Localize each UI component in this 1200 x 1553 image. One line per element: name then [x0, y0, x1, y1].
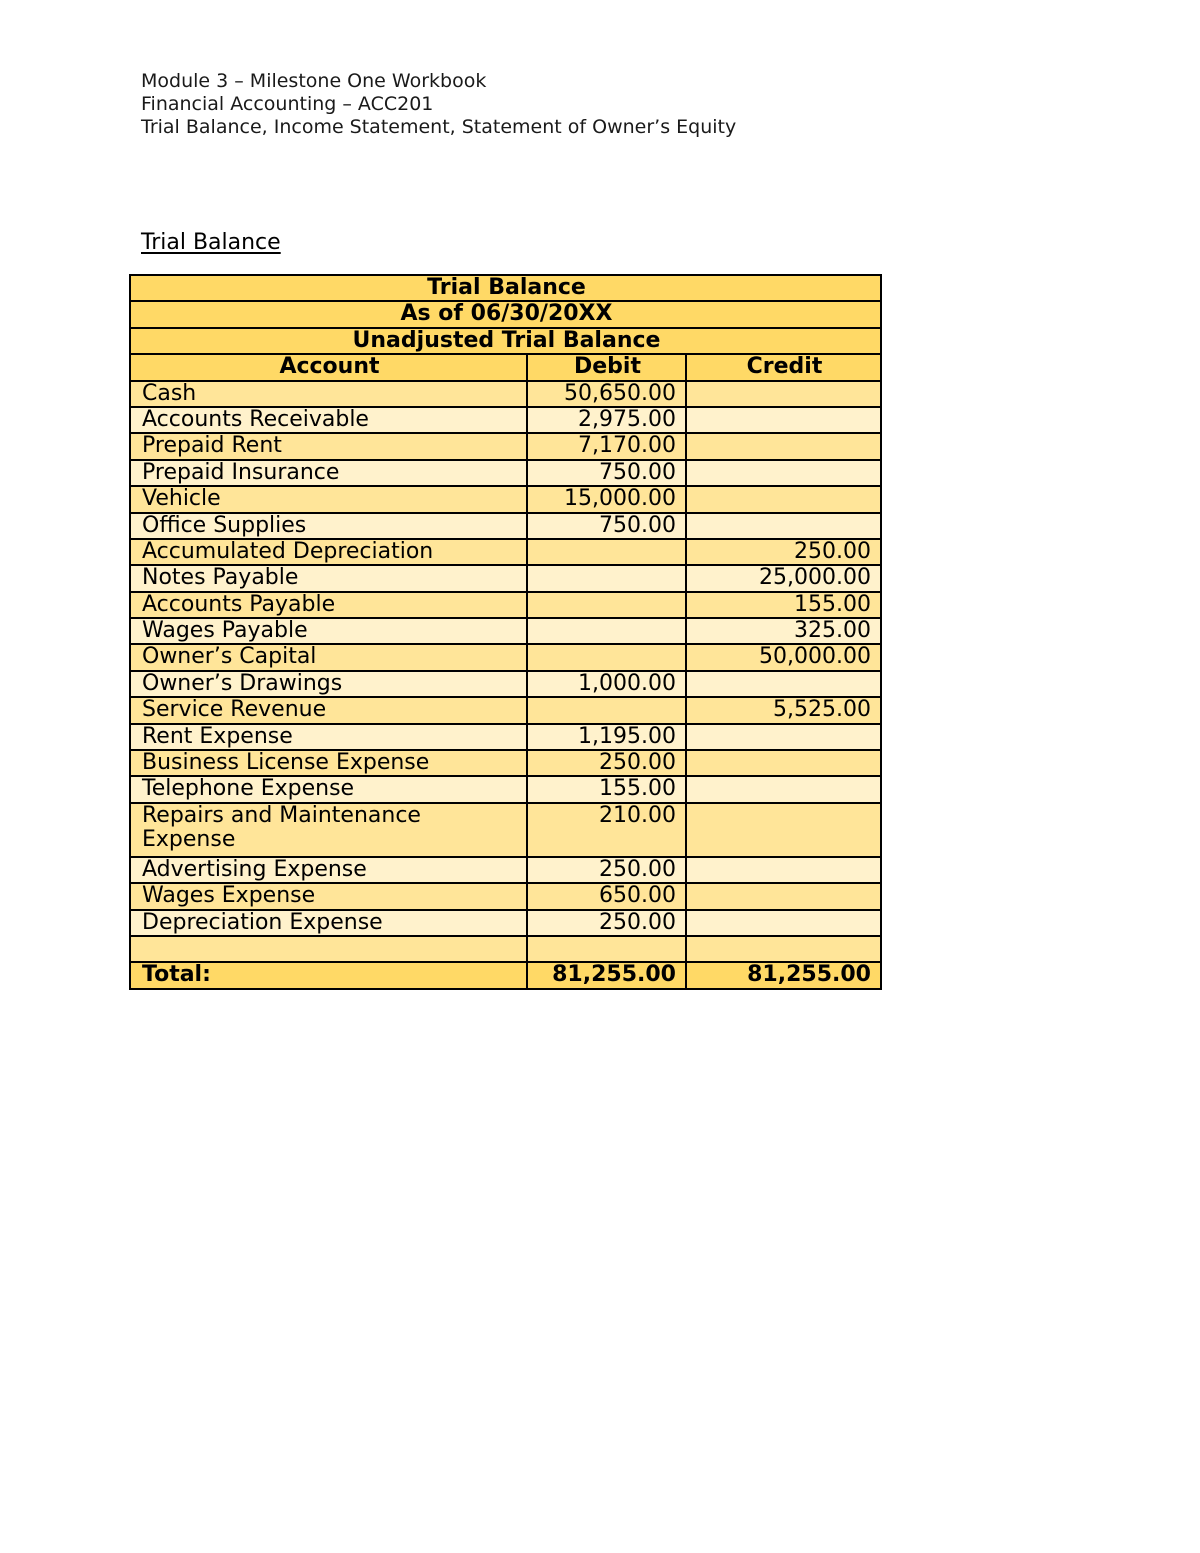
- table-row: [130, 803, 881, 857]
- account-name-cell: Owner’s Drawings: [130, 671, 527, 697]
- account-name-cell: Repairs and Maintenance Expense: [130, 803, 527, 857]
- account-name-cell: Telephone Expense: [130, 776, 527, 802]
- total-credit: 81,255.00: [686, 962, 881, 988]
- credit-amount-cell: 5,525.00: [686, 697, 881, 723]
- header-course-line: Financial Accounting – ACC201: [141, 93, 434, 115]
- trial-balance-table: [129, 274, 882, 990]
- table-subtitle: Unadjusted Trial Balance: [130, 328, 881, 354]
- table-row: [130, 857, 881, 883]
- debit-amount-cell: 250.00: [527, 857, 686, 883]
- credit-amount-cell: [686, 486, 881, 512]
- table-row: [130, 407, 881, 433]
- account-name-cell: Accounts Payable: [130, 592, 527, 618]
- credit-amount-cell: [686, 776, 881, 802]
- table-row: [130, 539, 881, 565]
- credit-amount-cell: [686, 936, 881, 962]
- account-name-cell: Business License Expense: [130, 750, 527, 776]
- account-name-cell: Accounts Receivable: [130, 407, 527, 433]
- account-name-cell: Prepaid Insurance: [130, 460, 527, 486]
- account-name-cell: Office Supplies: [130, 513, 527, 539]
- credit-amount-cell: [686, 433, 881, 459]
- debit-amount-cell: [527, 539, 686, 565]
- debit-amount-cell: [527, 936, 686, 962]
- table-as-of-date: As of 06/30/20XX: [130, 301, 881, 327]
- table-row: [130, 776, 881, 802]
- debit-amount-cell: 650.00: [527, 883, 686, 909]
- account-name-cell: Accumulated Depreciation: [130, 539, 527, 565]
- header-topics-line: Trial Balance, Income Statement, Statement of Owner’s Equity: [141, 116, 737, 138]
- credit-amount-cell: [686, 460, 881, 486]
- table-row: [130, 618, 881, 644]
- table-subtitle-row: [130, 328, 881, 354]
- debit-amount-cell: [527, 565, 686, 591]
- account-name-cell: Wages Expense: [130, 883, 527, 909]
- section-heading-trial-balance: Trial Balance: [141, 230, 281, 255]
- credit-amount-cell: [686, 407, 881, 433]
- debit-amount-cell: 250.00: [527, 750, 686, 776]
- table-row: [130, 460, 881, 486]
- debit-amount-cell: 1,195.00: [527, 724, 686, 750]
- credit-amount-cell: [686, 910, 881, 936]
- credit-amount-cell: [686, 857, 881, 883]
- table-title: Trial Balance: [130, 275, 881, 301]
- table-row: [130, 381, 881, 407]
- credit-amount-cell: [686, 724, 881, 750]
- column-header-row: [130, 354, 881, 380]
- debit-amount-cell: 155.00: [527, 776, 686, 802]
- table-row: [130, 513, 881, 539]
- table-row: [130, 433, 881, 459]
- account-name-cell: Prepaid Rent: [130, 433, 527, 459]
- total-debit: 81,255.00: [527, 962, 686, 988]
- debit-amount-cell: [527, 618, 686, 644]
- account-name-cell: Depreciation Expense: [130, 910, 527, 936]
- debit-amount-cell: [527, 697, 686, 723]
- credit-amount-cell: [686, 803, 881, 857]
- table-date-row: [130, 301, 881, 327]
- debit-amount-cell: [527, 592, 686, 618]
- table-row: [130, 750, 881, 776]
- debit-amount-cell: [527, 644, 686, 670]
- credit-amount-cell: [686, 381, 881, 407]
- table-row: [130, 724, 881, 750]
- credit-amount-cell: 155.00: [686, 592, 881, 618]
- total-label: Total:: [130, 962, 527, 988]
- table-row: [130, 883, 881, 909]
- debit-amount-cell: 7,170.00: [527, 433, 686, 459]
- debit-amount-cell: 2,975.00: [527, 407, 686, 433]
- debit-amount-cell: 50,650.00: [527, 381, 686, 407]
- account-name-cell: Owner’s Capital: [130, 644, 527, 670]
- account-name-cell: Service Revenue: [130, 697, 527, 723]
- credit-amount-cell: 50,000.00: [686, 644, 881, 670]
- table-row: [130, 565, 881, 591]
- column-header-debit: Debit: [527, 354, 686, 380]
- debit-amount-cell: 750.00: [527, 460, 686, 486]
- account-name-cell: Advertising Expense: [130, 857, 527, 883]
- credit-amount-cell: [686, 513, 881, 539]
- account-name-cell: [130, 936, 527, 962]
- debit-amount-cell: 750.00: [527, 513, 686, 539]
- credit-amount-cell: 25,000.00: [686, 565, 881, 591]
- credit-amount-cell: [686, 671, 881, 697]
- table-row: [130, 644, 881, 670]
- debit-amount-cell: 1,000.00: [527, 671, 686, 697]
- table-row: [130, 592, 881, 618]
- credit-amount-cell: [686, 750, 881, 776]
- table-row: [130, 671, 881, 697]
- account-name-cell: Wages Payable: [130, 618, 527, 644]
- total-row: [130, 962, 881, 988]
- credit-amount-cell: 250.00: [686, 539, 881, 565]
- document-header: [141, 70, 736, 139]
- debit-amount-cell: 250.00: [527, 910, 686, 936]
- debit-amount-cell: 15,000.00: [527, 486, 686, 512]
- table-row: [130, 936, 881, 962]
- account-name-cell: Cash: [130, 381, 527, 407]
- table-row: [130, 697, 881, 723]
- column-header-account: Account: [130, 354, 527, 380]
- credit-amount-cell: 325.00: [686, 618, 881, 644]
- credit-amount-cell: [686, 883, 881, 909]
- debit-amount-cell: 210.00: [527, 803, 686, 857]
- account-name-cell: Rent Expense: [130, 724, 527, 750]
- table-title-row: [130, 275, 881, 301]
- header-module-line: Module 3 – Milestone One Workbook: [141, 70, 487, 92]
- table-row: [130, 910, 881, 936]
- account-name-cell: Vehicle: [130, 486, 527, 512]
- account-name-cell: Notes Payable: [130, 565, 527, 591]
- column-header-credit: Credit: [686, 354, 881, 380]
- table-row: [130, 486, 881, 512]
